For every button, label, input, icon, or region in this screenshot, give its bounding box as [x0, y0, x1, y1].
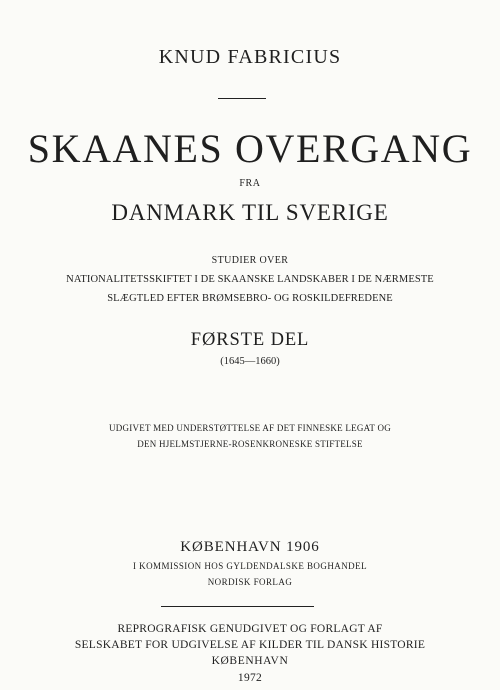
author-name: KNUD FABRICIUS: [158, 46, 342, 68]
reprint-line-3: KØBENHAVN: [211, 655, 289, 667]
reprint-line-1: REPROGRAFISK GENUDGIVET OG FORLAGT AF: [117, 623, 383, 635]
divider-rule-top: [218, 98, 266, 99]
reprint-line-2: SELSKABET FOR UDGIVELSE AF KILDER TIL DANSK HISTORIE: [74, 639, 426, 651]
divider-rule-bottom: [161, 606, 314, 607]
support-line-1: UDGIVET MED UNDERSTØTTELSE AF DET FINNESKE LEGAT OG: [109, 423, 391, 433]
book-subtitle: DANMARK TIL SVERIGE: [111, 200, 389, 225]
part-label: FØRSTE DEL: [190, 330, 310, 350]
imprint-line-2: NORDISK FORLAG: [207, 577, 293, 587]
description-line-1: NATIONALITETSSKIFTET I DE SKAANSKE LANDSKABER I DE NÆRMESTE: [66, 274, 434, 285]
support-line-2: DEN HJELMSTJERNE-ROSENKRONESKE STIFTELSE: [137, 439, 363, 449]
title-connector: FRA: [239, 178, 261, 189]
description-lead: STUDIER OVER: [211, 255, 289, 266]
reprint-line-4: 1972: [237, 672, 263, 684]
book-title: SKAANES OVERGANG: [27, 126, 473, 171]
description-line-2: SLÆGTLED EFTER BRØMSEBRO- OG ROSKILDEFREDENE: [107, 293, 393, 304]
imprint-line-1: I KOMMISSION HOS GYLDENDALSKE BOGHANDEL: [132, 561, 368, 571]
imprint-place-year: KØBENHAVN 1906: [180, 539, 320, 555]
part-years: (1645—1660): [220, 356, 280, 367]
